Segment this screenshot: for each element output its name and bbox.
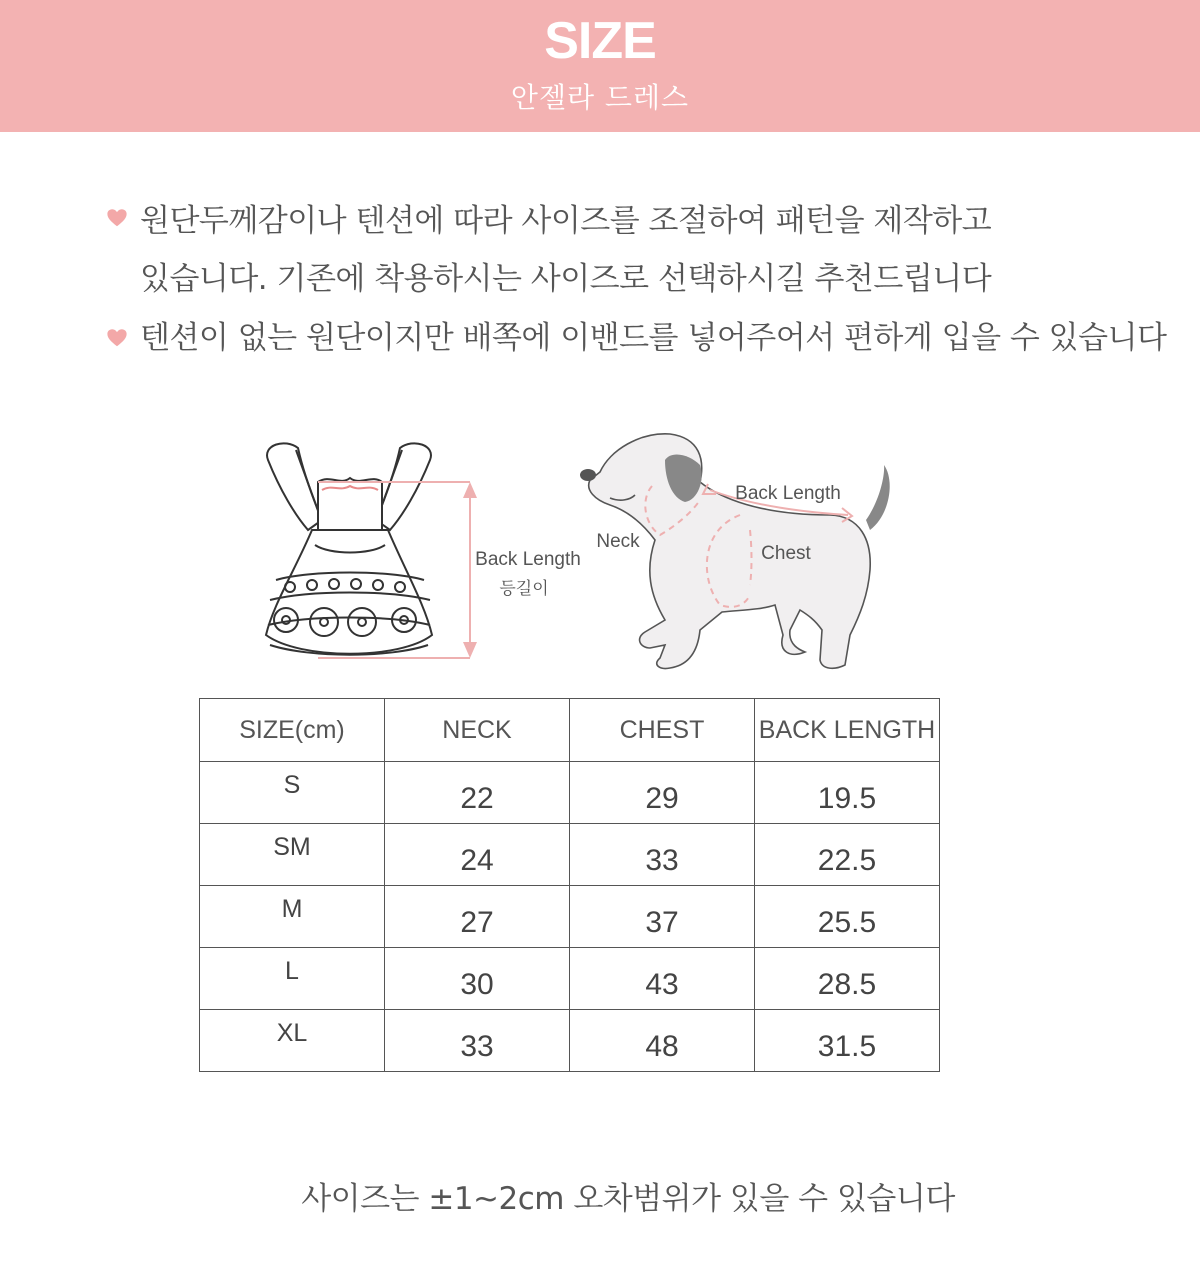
heart-icon bbox=[106, 207, 128, 229]
size-cell: XL bbox=[200, 1010, 385, 1072]
dress-drawing bbox=[266, 443, 432, 654]
col-header-back-length: BACK LENGTH bbox=[755, 699, 940, 762]
neck-cell: 33 bbox=[385, 1010, 570, 1072]
neck-cell: 30 bbox=[385, 948, 570, 1010]
neck-cell: 22 bbox=[385, 762, 570, 824]
back-length-cell: 31.5 bbox=[755, 1010, 940, 1072]
dress-back-length-label: Back Length bbox=[475, 549, 581, 570]
table-row bbox=[200, 1010, 940, 1072]
note-line-2: 있습니다. 기존에 착용하시는 사이즈로 선택하시길 추천드립니다 bbox=[140, 261, 992, 297]
chest-cell: 33 bbox=[570, 824, 755, 886]
back-length-cell: 25.5 bbox=[755, 886, 940, 948]
chest-cell: 43 bbox=[570, 948, 755, 1010]
dog-chest-label: Chest bbox=[761, 543, 811, 564]
back-length-cell: 28.5 bbox=[755, 948, 940, 1010]
size-tolerance-note: 사이즈는 ±1~2cm 오차범위가 있을 수 있습니다 bbox=[301, 1181, 955, 1217]
table-header-row bbox=[200, 699, 940, 762]
back-length-cell: 19.5 bbox=[755, 762, 940, 824]
neck-cell: 24 bbox=[385, 824, 570, 886]
dog-back-length-label: Back Length bbox=[735, 483, 841, 504]
table-row bbox=[200, 824, 940, 886]
size-cell: M bbox=[200, 886, 385, 948]
chest-cell: 37 bbox=[570, 886, 755, 948]
col-header-size: SIZE(cm) bbox=[200, 699, 385, 762]
size-cell: L bbox=[200, 948, 385, 1010]
size-cell: SM bbox=[200, 824, 385, 886]
dress-back-length-ko-label: 등길이 bbox=[499, 579, 549, 598]
chest-cell: 29 bbox=[570, 762, 755, 824]
table-row bbox=[200, 762, 940, 824]
note-line-3: 텐션이 없는 원단이지만 배쪽에 이밴드를 넣어주어서 편하게 입을 수 있습니다 bbox=[140, 320, 1167, 356]
neck-cell: 27 bbox=[385, 886, 570, 948]
product-name: 안젤라 드레스 bbox=[510, 81, 690, 114]
col-header-chest: CHEST bbox=[570, 699, 755, 762]
dog-neck-label: Neck bbox=[596, 531, 640, 552]
table-row bbox=[200, 886, 940, 948]
heart-icon bbox=[106, 327, 128, 349]
size-table bbox=[199, 698, 940, 1072]
page-title: SIZE bbox=[544, 12, 656, 70]
chest-cell: 48 bbox=[570, 1010, 755, 1072]
header-banner bbox=[0, 0, 1200, 132]
table-row bbox=[200, 948, 940, 1010]
back-length-cell: 22.5 bbox=[755, 824, 940, 886]
measurement-illustration bbox=[0, 420, 1200, 690]
col-header-neck: NECK bbox=[385, 699, 570, 762]
size-cell: S bbox=[200, 762, 385, 824]
note-line-1: 원단두께감이나 텐션에 따라 사이즈를 조절하여 패턴을 제작하고 bbox=[140, 203, 992, 239]
